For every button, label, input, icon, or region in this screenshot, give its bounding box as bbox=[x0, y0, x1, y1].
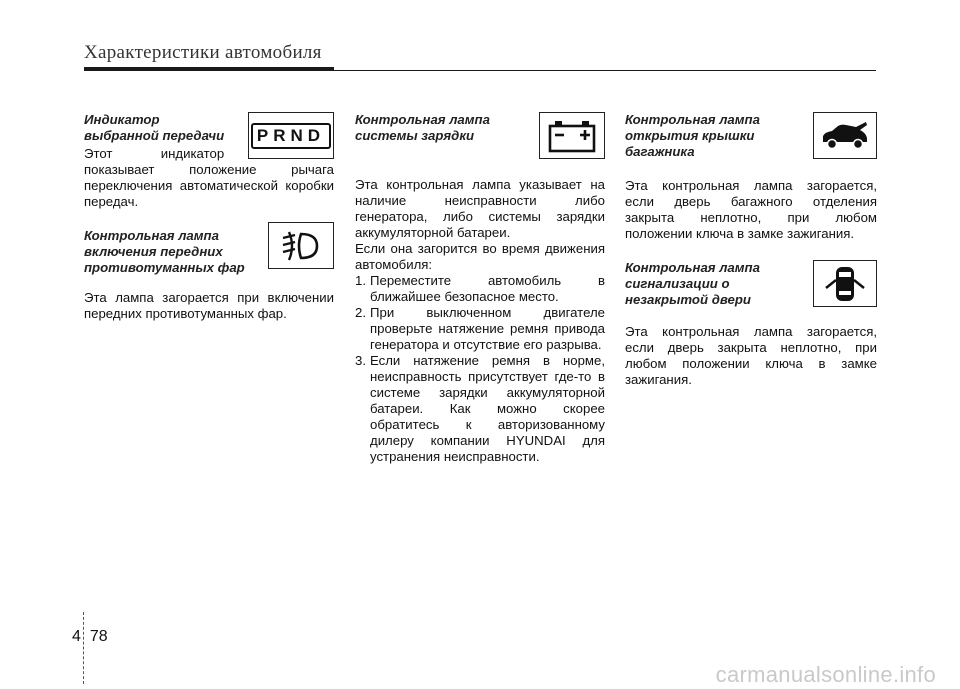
gear-indicator-block bbox=[84, 112, 334, 162]
charging-body-1: Эта контрольная лампа указывает на наличие неисправности либо генератора, либо системы зарядки аккумуляторной батареи. bbox=[355, 177, 605, 240]
page-number bbox=[72, 628, 108, 646]
battery-charging-icon bbox=[539, 112, 605, 159]
prnd-text: PRND bbox=[251, 123, 331, 149]
door-heading-line3: незакрытой двери bbox=[625, 292, 751, 307]
door-body: Эта контрольная лампа загорается, если дверь закрыта неплотно, при любом положении ключа в замке зажигания. bbox=[625, 324, 877, 387]
charging-step: 2. При выключенном двигателе проверьте натяжение ремня привода генератора и отсутствие его разрыва. bbox=[355, 305, 605, 352]
charging-heading-wrap bbox=[355, 112, 490, 144]
gear-indicator-heading-line2: выбранной передачи bbox=[84, 128, 225, 143]
page-header-title: Характеристики автомобиля bbox=[84, 42, 322, 63]
door-heading-line1: Контрольная лампа bbox=[625, 260, 760, 275]
charging-block bbox=[355, 112, 605, 159]
charging-step: 3. Если натяжение ремня в норме, неисправность присутствует где-то в системе зарядки аккумуляторной батареи. Как можно скорее обратитесь к авторизованному дилеру компании HYUNDAI для устранения неисправности. bbox=[355, 353, 605, 464]
prnd-indicator-icon bbox=[248, 112, 334, 159]
trunk-open-icon bbox=[813, 112, 877, 159]
column-middle bbox=[355, 112, 605, 465]
gear-indicator-heading-line1: Индикатор bbox=[84, 112, 160, 127]
column-right bbox=[625, 112, 877, 388]
door-ajar-icon bbox=[813, 260, 877, 307]
header-rule-thin bbox=[334, 70, 876, 71]
fog-lamp-block bbox=[84, 228, 334, 276]
gear-indicator-intro: Этот индикатор bbox=[84, 146, 225, 161]
front-fog-lamp-icon bbox=[268, 222, 334, 269]
trunk-heading-line2: открытия крышки bbox=[625, 128, 755, 143]
trunk-block bbox=[625, 112, 877, 160]
charging-body-2: Если она загорится во время движения автомобиля: bbox=[355, 241, 605, 272]
charging-steps bbox=[355, 273, 605, 465]
fog-lamp-heading-wrap bbox=[84, 228, 245, 276]
door-heading-line2: сигнализации о bbox=[625, 276, 730, 291]
trunk-heading-line1: Контрольная лампа bbox=[625, 112, 760, 127]
door-block bbox=[625, 260, 877, 308]
fog-lamp-heading-line1: Контрольная лампа bbox=[84, 228, 219, 243]
trunk-heading-wrap bbox=[625, 112, 760, 160]
column-left bbox=[84, 112, 334, 322]
charging-heading-line1: Контрольная лампа bbox=[355, 112, 490, 127]
header-rule-thick bbox=[84, 67, 334, 71]
door-heading-wrap bbox=[625, 260, 760, 308]
watermark: carmanualsonline.info bbox=[715, 662, 936, 687]
charging-step: 1. Переместите автомобиль в ближайшее безопасное место. bbox=[355, 273, 605, 304]
section-number: 4 bbox=[72, 628, 81, 645]
fog-lamp-heading-line3: противотуманных фар bbox=[84, 260, 245, 275]
fog-lamp-heading-line2: включения передних bbox=[84, 244, 223, 259]
trunk-body: Эта контрольная лампа загорается, если дверь багажного отделения закрыта неплотно, при любом положении ключа в замке зажигания. bbox=[625, 178, 877, 241]
page-number-value: 78 bbox=[89, 628, 108, 645]
fog-lamp-body: Эта лампа загорается при включении передних противотуманных фар. bbox=[84, 290, 334, 321]
gear-indicator-body: показывает положение рычага переключения автоматической коробки передач. bbox=[84, 162, 334, 209]
footer-divider bbox=[83, 612, 84, 684]
trunk-heading-line3: багажника bbox=[625, 144, 695, 159]
charging-heading-line2: системы зарядки bbox=[355, 128, 475, 143]
gear-indicator-heading-wrap bbox=[84, 112, 224, 162]
